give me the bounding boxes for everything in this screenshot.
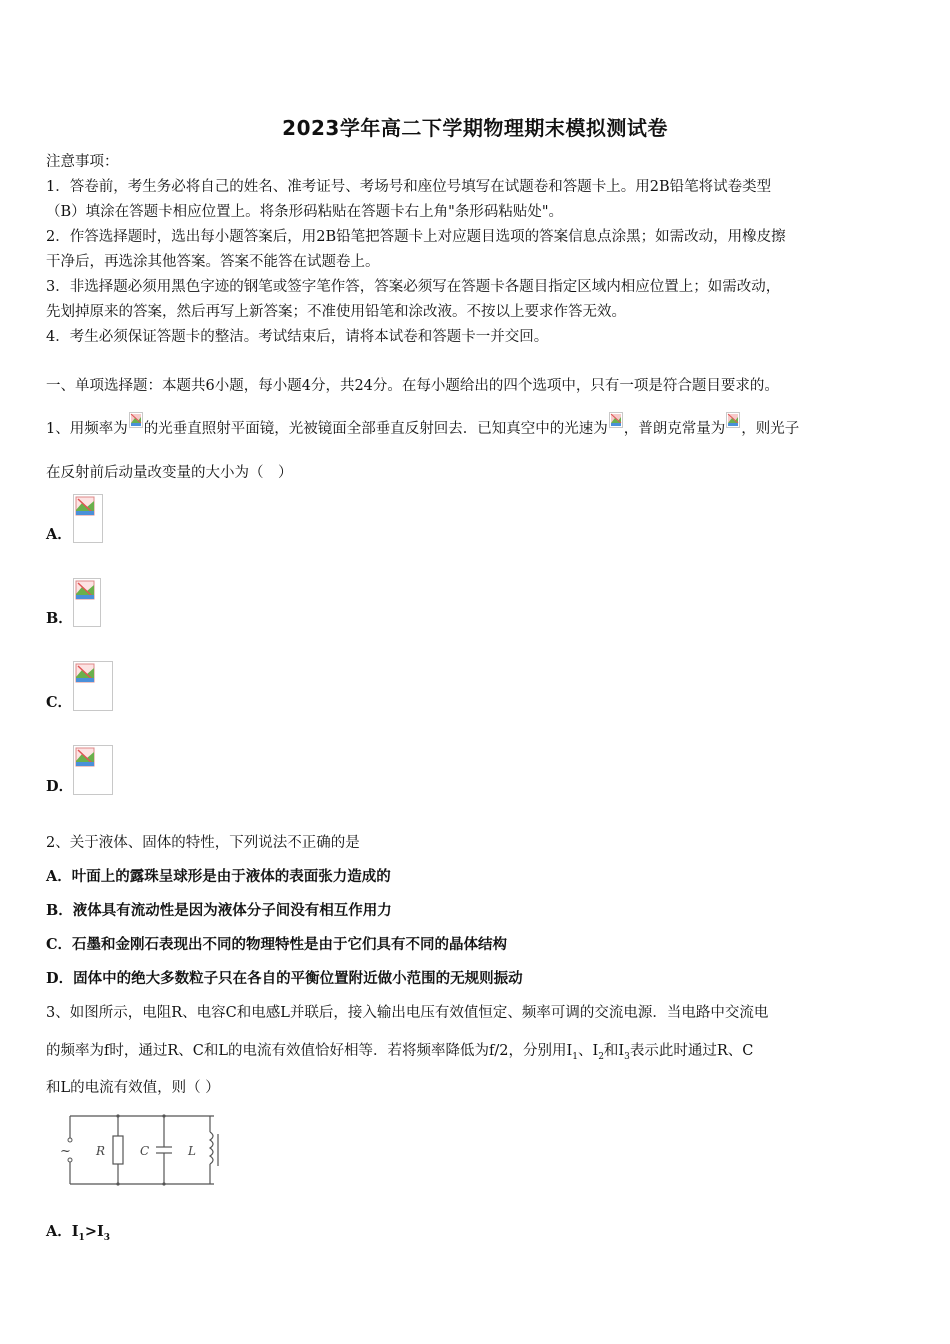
notice-item-1b: （B）填涂在答题卡相应位置上。将条形码粘贴在答题卡右上角"条形码粘贴处"。 xyxy=(46,204,563,220)
section-heading: 一、单项选择题：本题共6小题，每小题4分，共24分。在每小题给出的四个选项中，只有一项是符合题目要求的。 xyxy=(46,378,779,394)
subscript-3: 3 xyxy=(624,1051,630,1062)
question-3-line2 xyxy=(46,1041,753,1067)
q1-text-1: 1、用频率为 xyxy=(46,421,128,437)
label-r: R xyxy=(96,1144,106,1158)
q3-option-a-text-2: >I xyxy=(84,1223,104,1240)
question-2-stem: 2、关于液体、固体的特性，下列说法不正确的是 xyxy=(46,835,360,851)
question-3-line3: 和L的电流有效值，则（ ） xyxy=(46,1080,220,1096)
notice-item-3a: 3．非选择题必须用黑色字迹的钢笔或签字笔作答，答案必须写在答题卡各题目指定区域内相应位置上；如需改动， xyxy=(46,279,781,295)
q2-option-d: D．固体中的绝大多数粒子只在各自的平衡位置附近做小范围的无规则振动 xyxy=(46,970,523,987)
broken-image-icon xyxy=(73,578,101,627)
notice-item-1a: 1．答卷前，考生务必将自己的姓名、准考证号、考场号和座位号填写在试题卷和答题卡上。用2B铅笔将试卷类型 xyxy=(46,179,772,195)
q1-option-a-label: A． xyxy=(46,526,72,543)
subscript-1: 1 xyxy=(572,1051,578,1062)
broken-image-icon xyxy=(73,745,113,795)
notice-item-3b: 先划掉原来的答案，然后再写上新答案；不准使用铅笔和涂改液。不按以上要求作答无效。 xyxy=(46,304,626,320)
notice-item-2b: 干净后，再选涂其他答案。答案不能答在试题卷上。 xyxy=(46,254,380,270)
page-title: 2023学年高二下学期物理期末模拟测试卷 xyxy=(282,116,668,140)
broken-image-icon xyxy=(129,412,143,429)
q3-line2-text-b: 、I xyxy=(577,1043,599,1059)
q1-text-3: ，普朗克常量为 xyxy=(623,421,726,437)
broken-image-icon xyxy=(73,661,113,711)
q2-option-c: C．石墨和金刚石表现出不同的物理特性是由于它们具有不同的晶体结构 xyxy=(46,936,508,953)
q2-option-a: A．叶面上的露珠呈球形是由于液体的表面张力造成的 xyxy=(46,868,391,885)
notice-heading: 注意事项： xyxy=(46,154,119,170)
broken-image-icon xyxy=(726,412,740,429)
ac-source-symbol: ~ xyxy=(60,1144,71,1159)
notice-item-2a: 2．作答选择题时，选出每小题答案后，用2B铅笔把答题卡上对应题目选项的答案信息点涂黑；如需改动，用橡皮擦 xyxy=(46,229,786,245)
subscript-3: 3 xyxy=(103,1232,111,1243)
q1-option-c-label: C． xyxy=(46,694,73,711)
q1-text-2: 的光垂直照射平面镜，光被镜面全部垂直反射回去．已知真空中的光速为 xyxy=(143,421,608,437)
notice-item-4: 4．考生必须保证答题卡的整洁。考试结束后，请将本试卷和答题卡一并交回。 xyxy=(46,329,549,345)
rcl-circuit-diagram xyxy=(48,1108,228,1190)
q3-line2-text-c: 和I xyxy=(603,1043,625,1059)
label-l: L xyxy=(188,1144,196,1158)
subscript-2: 2 xyxy=(598,1051,604,1062)
label-c: C xyxy=(140,1144,150,1158)
question-1-stem xyxy=(46,412,799,439)
q2-option-b: B．液体具有流动性是因为液体分子间没有相互作用力 xyxy=(46,902,392,919)
subscript-1: 1 xyxy=(78,1232,85,1243)
q3-line2-text-d: 表示此时通过R、C xyxy=(629,1043,754,1059)
broken-image-icon xyxy=(73,494,103,543)
broken-image-icon xyxy=(609,412,623,429)
q3-option-a xyxy=(46,1222,110,1248)
q1-option-d-label: D． xyxy=(46,778,74,795)
q3-option-a-text-1: A．I xyxy=(46,1223,79,1240)
question-1-line2: 在反射前后动量改变量的大小为（ ） xyxy=(46,465,293,481)
q3-line2-text-a: 的频率为f时，通过R、C和L的电流有效值恰好相等．若将频率降低为f/2，分别用I xyxy=(46,1043,573,1059)
q1-option-b-label: B． xyxy=(46,610,73,627)
q1-text-4: ，则光子 xyxy=(741,421,800,437)
question-3-line1: 3、如图所示，电阻R、电容C和电感L并联后，接入输出电压有效值恒定、频率可调的交流电源．当电路中交流电 xyxy=(46,1005,769,1021)
